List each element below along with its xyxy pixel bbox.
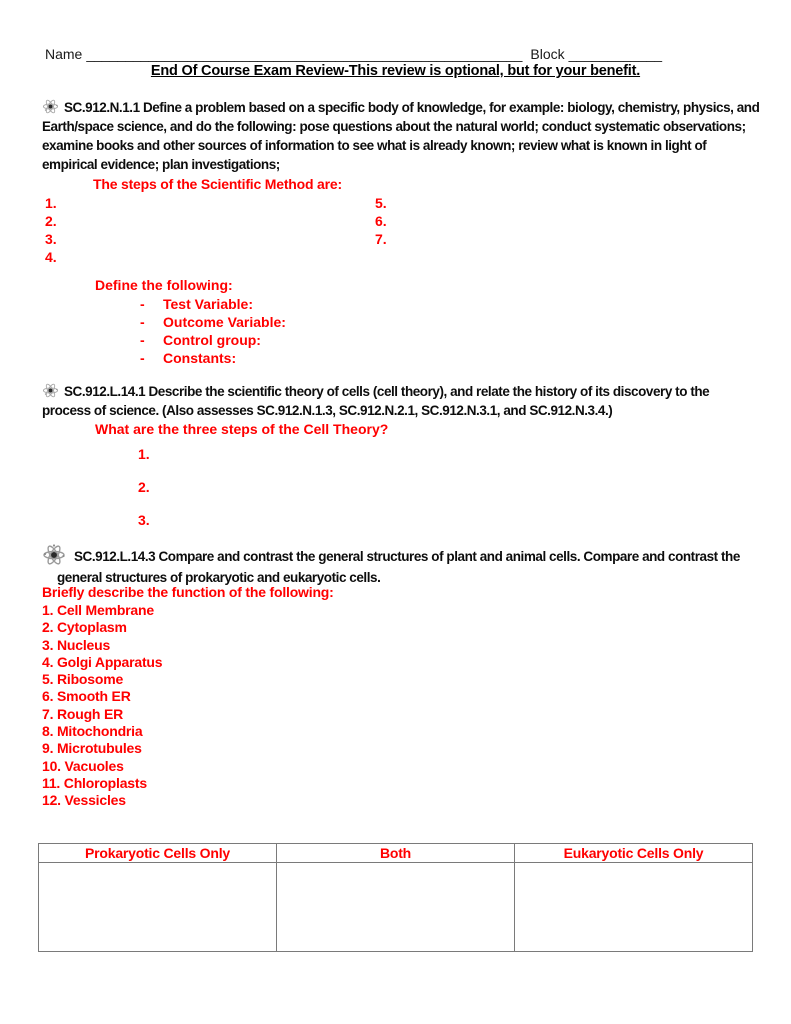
cell-theory-number: 1. [138,446,150,462]
define-heading: Define the following: [95,277,233,293]
organelle-item: 6. Smooth ER [42,688,131,705]
dash-bullet: - [140,350,145,366]
column-header-prokaryotic: Prokaryotic Cells Only [39,844,277,863]
define-item [42,313,286,331]
table-header-row [39,844,753,863]
column-header-eukaryotic: Eukaryotic Cells Only [515,844,753,863]
cell-theory-question: What are the three steps of the Cell Theory? [95,421,389,437]
define-item-label: Test Variable: [163,296,254,312]
standard-3-paragraph [42,542,760,587]
standard-1-text: SC.912.N.1.1 Define a problem based on a specific body of knowledge, for example: biology, chemistry, physics, and Earth/space science, and do the following: pose questions about the natural world; conduct systematic observations; examine books and other sources of information to see what is already known; review what is known in light of empirical evidence; plan investigations; [42,100,760,172]
organelle-item: 9. Microtubules [42,740,142,757]
scientific-method-heading: The steps of the Scientific Method are: [93,176,342,192]
standard-3-text: SC.912.L.14.3 Compare and contrast the general structures of plant and animal cells. Compare and contrast the general structures of prokaryotic and eukaryotic cells. [57,549,740,585]
name-block-row [45,46,662,62]
atom-icon [42,542,66,568]
column-header-both: Both [277,844,515,863]
dash-bullet: - [140,332,145,348]
step-number: 5. [375,195,387,211]
block-label: Block [530,46,565,62]
organelle-item: 11. Chloroplasts [42,774,147,791]
organelle-item: 7. Rough ER [42,705,124,722]
table-cell-eukaryotic[interactable] [515,863,753,952]
block-blank-line[interactable]: ____________ [568,46,663,62]
scientific-method-steps-right [375,194,387,248]
define-item [42,331,286,349]
cell-theory-number: 2. [138,479,150,495]
define-item [42,295,286,313]
dash-bullet: - [140,296,145,312]
organelle-item: 1. Cell Membrane [42,602,154,618]
organelle-item: 4. Golgi Apparatus [42,653,163,670]
step-number: 3. [45,231,57,247]
define-list [42,295,286,367]
table-body-row [39,863,753,952]
atom-icon [42,97,59,116]
briefly-describe-heading: Briefly describe the function of the following: [42,584,334,600]
step-number: 7. [375,231,387,247]
table-cell-prokaryotic[interactable] [39,863,277,952]
step-number: 4. [45,249,57,265]
scientific-method-steps-left [45,194,57,266]
atom-icon [42,381,59,400]
step-number: 1. [45,195,57,211]
define-item-label: Constants: [163,350,237,366]
standard-1-paragraph [42,97,760,174]
organelle-item: 12. Vessicles [42,792,126,809]
organelle-item: 5. Ribosome [42,671,124,688]
step-number: 6. [375,213,387,229]
define-item-label: Outcome Variable: [163,314,286,330]
organelle-item: 2. Cytoplasm [42,619,127,636]
name-blank-line[interactable]: ________________________________________________________ [86,46,523,62]
standard-2-text: SC.912.L.14.1 Describe the scientific theory of cells (cell theory), and relate the history of its discovery to the process of science. (Also assesses SC.912.N.1.3, SC.912.N.2.1, SC.912.N.3.1, and SC.912.N.3.4.) [42,384,710,418]
page-title: End Of Course Exam Review-This review is optional, but for your benefit. [150,63,641,79]
organelle-list [42,602,162,810]
organelle-item: 8. Mitochondria [42,723,143,740]
standard-2-paragraph [42,381,760,420]
dash-bullet: - [140,314,145,330]
table-cell-both[interactable] [277,863,515,952]
step-number: 2. [45,213,57,229]
define-item [42,349,286,367]
organelle-item: 3. Nucleus [42,636,111,653]
name-label: Name [45,46,83,62]
define-item-label: Control group: [163,332,261,348]
organelle-item: 10. Vacuoles [42,757,124,774]
cell-comparison-table [38,843,753,952]
cell-theory-numbers [138,445,150,544]
cell-theory-number: 3. [138,512,150,528]
